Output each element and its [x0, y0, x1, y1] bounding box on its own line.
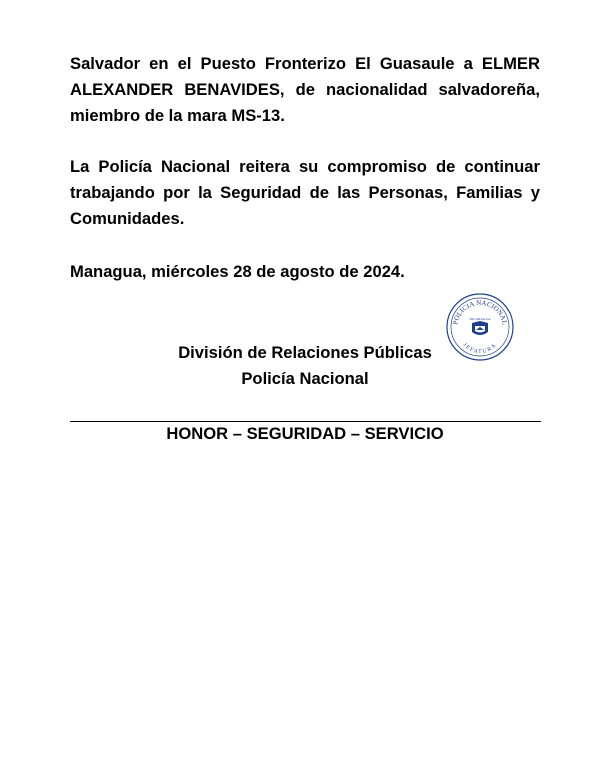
seal-inner-text: NICARAGUA	[469, 317, 491, 321]
signature-institution: Policía Nacional	[241, 369, 369, 388]
signature-division: División de Relaciones Públicas	[178, 343, 432, 362]
seal-bottom-text: JEFATURA	[461, 341, 499, 356]
footer-motto: HONOR – SEGURIDAD – SERVICIO	[166, 424, 444, 443]
police-seal-icon	[445, 292, 515, 362]
seal-top-text: POLICIA NACIONAL	[451, 298, 509, 326]
paragraph-commitment: La Policía Nacional reitera su compromiso de continuar trabajando por la Seguridad de las Personas, Familias y Comunidades.	[70, 157, 540, 228]
paragraph-date-line: Managua, miércoles 28 de agosto de 2024.	[70, 262, 405, 281]
paragraph-arrest-detail: Salvador en el Puesto Fronterizo El Guasaule a ELMER ALEXANDER BENAVIDES, de nacionalidad salvadoreña, miembro de la mara MS-13.	[70, 54, 540, 125]
